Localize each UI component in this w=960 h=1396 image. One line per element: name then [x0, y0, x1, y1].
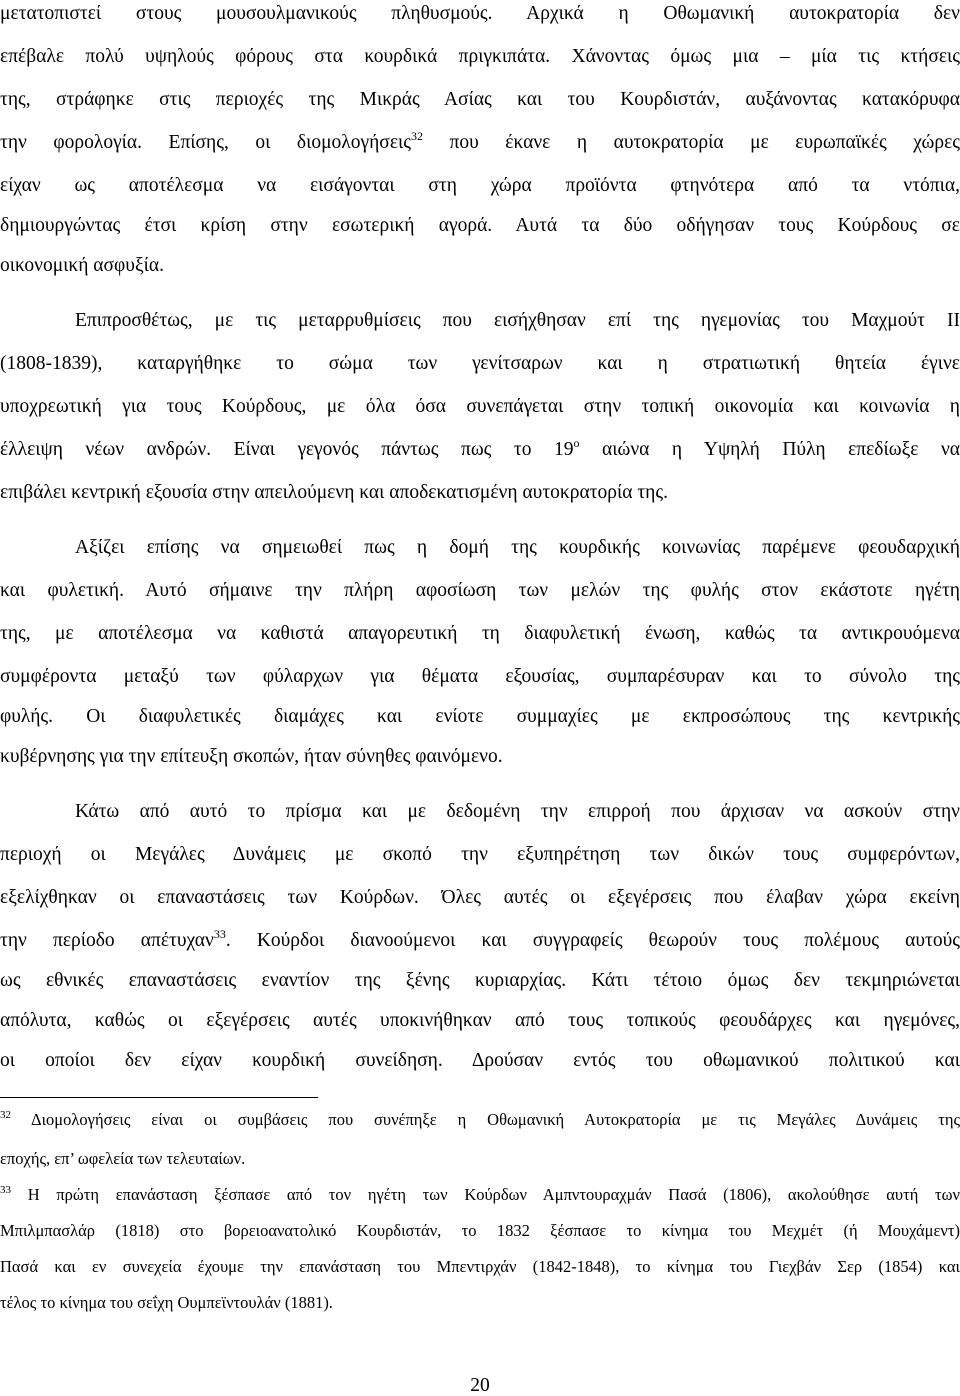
text-line: της, στράφηκε στις περιοχές της Μικράς Ασίας και του Κουρδιστάν, αυξάνοντας κατακόρυφα [0, 89, 960, 110]
footnote-ref-32[interactable]: 32 [410, 129, 423, 143]
footnote-line: εποχής, επ’ ωφελεία των τελευταίων. [0, 1149, 246, 1168]
footnote-number: 32 [0, 1109, 11, 1121]
text-line: επιβάλει κεντρική εξουσία στην απειλούμενη και αποδεκατισμένη αυτοκρατορία της. [0, 482, 668, 503]
text-line: δημιουργώντας έτσι κρίση στην εσωτερική αγορά. Αυτά τα δύο οδήγησαν τους Κούρδους σε [0, 215, 960, 236]
footnote-ref-33[interactable]: 33 [213, 927, 226, 941]
text-line: συμφέροντα μεταξύ των φύλαρχων για θέματα εξουσίας, συμπαρέσυραν και το σύνολο της [0, 666, 960, 687]
footnote-line [0, 1110, 960, 1130]
footnote-separator [0, 1097, 318, 1098]
text-line: ως εθνικές επαναστάσεις εναντίον της ξένης κυριαρχίας. Κάτι τέτοιο όμως δεν τεκμηριώνεται [0, 970, 960, 991]
text-line-with-footnote-ref [0, 929, 960, 953]
text-line: Αξίζει επίσης να σημειωθεί πως η δομή της κουρδικής κοινωνίας παρέμενε φεουδαρχική [75, 537, 960, 558]
text-line: Επιπροσθέτως, με τις μεταρρυθμίσεις που εισήχθησαν επί της ηγεμονίας του Μαχμούτ ΙΙ [75, 310, 960, 331]
footnote-line: τέλος το κίνημα του σεΐχη Ουμπεϊντουλάν (1881). [0, 1293, 333, 1312]
text-line: και φυλετική. Αυτό σήμαινε την πλήρη αφοσίωση των μελών της φυλής στον εκάστοτε ηγέτη [0, 580, 960, 601]
text-line: οι οποίοι δεν είχαν κουρδική συνείδηση. Δρούσαν εντός του οθωμανικού πολιτικού και [0, 1050, 960, 1071]
footnote-text: Διομολογήσεις είναι οι συμβάσεις που συνέπηξε η Οθωμανική Αυτοκρατορία με τις Μεγάλες Δυνάμεις της [11, 1110, 960, 1129]
ordinal-superscript: ο [573, 436, 580, 450]
text-line: (1808-1839), καταργήθηκε το σώμα των γενίτσαρων και η στρατιωτική θητεία έγινε [0, 353, 960, 374]
footnote-line: Μπιλμπασλάρ (1818) στο βορειοανατολικό Κουρδιστάν, το 1832 ξέσπασε το κίνημα του Μεχμέτ (ή Μουχάμεντ) [0, 1221, 960, 1240]
text-line: επέβαλε πολύ υψηλούς φόρους στα κουρδικά πριγκιπάτα. Χάνοντας όμως μια – μία τις κτήσεις [0, 46, 960, 67]
text-segment: την φορολογία. Επίσης, οι διομολογήσεις [0, 132, 411, 153]
footnote-line: Πασά και εν συνεχεία έχουμε την επανάσταση του Μπεντιρχάν (1842-1848), το κίνημα του Γιεχβάν Σερ (1854) και [0, 1257, 960, 1276]
footnote-text: Η πρώτη επανάσταση ξέσπασε από τον ηγέτη των Κούρδων Αμπντουραχμάν Πασά (1806), ακολούθησε αυτή των [11, 1185, 960, 1204]
text-segment: που έκανε η αυτοκρατορία με ευρωπαϊκές χώρες [422, 132, 960, 153]
text-line: μετατοπιστεί στους μουσουλμανικούς πληθυσμούς. Αρχικά η Οθωμανική αυτοκρατορία δεν [0, 3, 960, 24]
text-line: περιοχή οι Μεγάλες Δυνάμεις με σκοπό την εξυπηρέτηση των δικών τους συμφερόντων, [0, 844, 960, 865]
text-line-with-superscript [0, 438, 960, 462]
text-line: οικονομική ασφυξία. [0, 255, 164, 276]
text-line: είχαν ως αποτέλεσμα να εισάγονται στη χώρα προϊόντα φτηνότερα από τα ντόπια, [0, 175, 960, 196]
page-number: 20 [470, 1375, 490, 1396]
text-line: εξελίχθηκαν οι επαναστάσεις των Κούρδων. Όλες αυτές οι εξεγέρσεις που έλαβαν χώρα εκείνη [0, 887, 960, 908]
footnote-line [0, 1185, 960, 1205]
text-line: απόλυτα, καθώς οι εξεγέρσεις αυτές υποκινήθηκαν από τους τοπικούς φεουδάρχες και ηγεμόνες, [0, 1010, 960, 1031]
text-segment: έλλειψη νέων ανδρών. Είναι γεγονός πάντως πως το 19 [0, 439, 574, 460]
text-line: της, με αποτέλεσμα να καθιστά απαγορευτική τη διαφυλετική ένωση, καθώς τα αντικρουόμενα [0, 623, 960, 644]
text-line: Κάτω από αυτό το πρίσμα και με δεδομένη την επιρροή που άρχισαν να ασκούν στην [75, 801, 960, 822]
text-segment: . Κούρδοι διανοούμενοι και συγγραφείς θεωρούν τους πολέμους αυτούς [225, 930, 960, 951]
footnote-number: 33 [0, 1184, 11, 1196]
text-segment: την περίοδο απέτυχαν [0, 930, 214, 951]
text-line: φυλής. Οι διαφυλετικές διαμάχες και ενίοτε συμμαχίες με εκπροσώπους της κεντρικής [0, 706, 960, 727]
text-line: κυβέρνησης για την επίτευξη σκοπών, ήταν σύνηθες φαινόμενο. [0, 746, 503, 767]
text-line: υποχρεωτική για τους Κούρδους, με όλα όσα συνεπάγεται στην τοπική οικονομία και κοινωνία η [0, 396, 960, 417]
text-line-with-footnote-ref [0, 131, 960, 155]
text-segment: αιώνα η Υψηλή Πύλη επεδίωξε να [579, 439, 960, 460]
